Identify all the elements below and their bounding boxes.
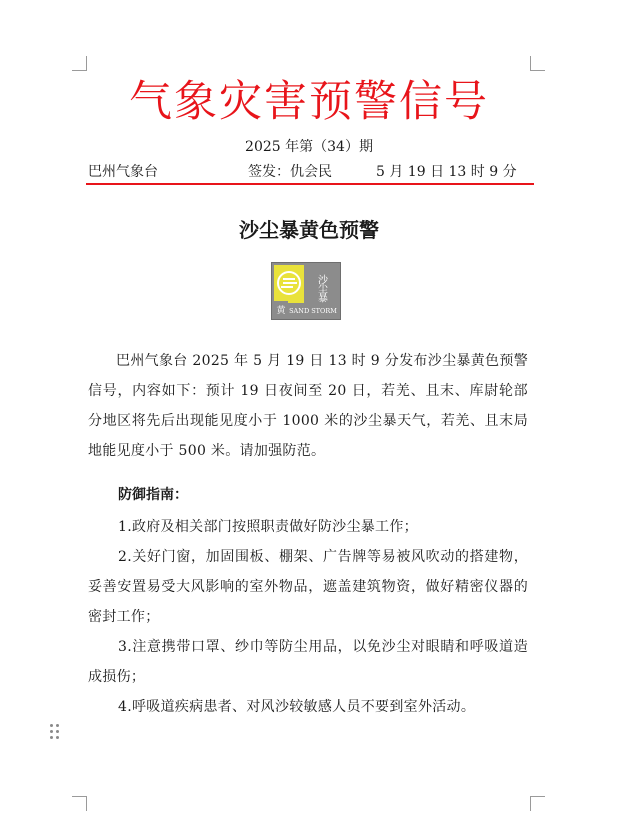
issue-number: 2025 年第（34）期 <box>245 139 373 155</box>
sand-storm-yellow-warning-icon <box>271 262 341 320</box>
icon-label-cn: 沙尘暴 <box>315 274 327 302</box>
signer: 签发：仇会民 <box>248 164 332 180</box>
icon-color-label: 黄 <box>276 306 286 316</box>
guide-item: 3.注意携带口罩、纱巾等防尘用品，以免沙尘对眼睛和呼吸道造成损伤； <box>88 639 528 685</box>
page-corner-mark-top-left <box>72 56 87 71</box>
guide-item: 1.政府及相关部门按照职责做好防沙尘暴工作； <box>118 519 418 535</box>
drag-handle-icon[interactable] <box>50 724 60 740</box>
document-title: 气象灾害预警信号 <box>129 77 489 127</box>
page-corner-mark-bottom-left <box>72 796 87 811</box>
guide-item: 2.关好门窗，加固围板、棚架、广告牌等易被风吹动的搭建物，妥善安置易受大风影响的室外物品，遮盖建筑物资，做好精密仪器的密封工作； <box>88 549 528 625</box>
issue-time: 5 月 19 日 13 时 9 分 <box>376 164 517 180</box>
guide-heading: 防御指南： <box>118 487 188 503</box>
warning-body: 巴州气象台 2025 年 5 月 19 日 13 时 9 分发布沙尘暴黄色预警信号，内容如下：预计 19 日夜间至 20 日，若羌、且末、库尉轮部分地区将先后出现能见度小于 1000 米的沙尘暴天气，若羌、且末局地能见度小于 500 米。请加强防范。 <box>88 353 528 459</box>
page-corner-mark-top-right <box>530 56 545 71</box>
header-divider <box>86 183 534 185</box>
guide-item: 4.呼吸道疾病患者、对风沙较敏感人员不要到室外活动。 <box>118 699 476 715</box>
issuing-office: 巴州气象台 <box>88 164 158 180</box>
icon-label-en: SAND STORM <box>289 307 337 315</box>
warning-title: 沙尘暴黄色预警 <box>239 218 379 242</box>
page-corner-mark-bottom-right <box>530 796 545 811</box>
